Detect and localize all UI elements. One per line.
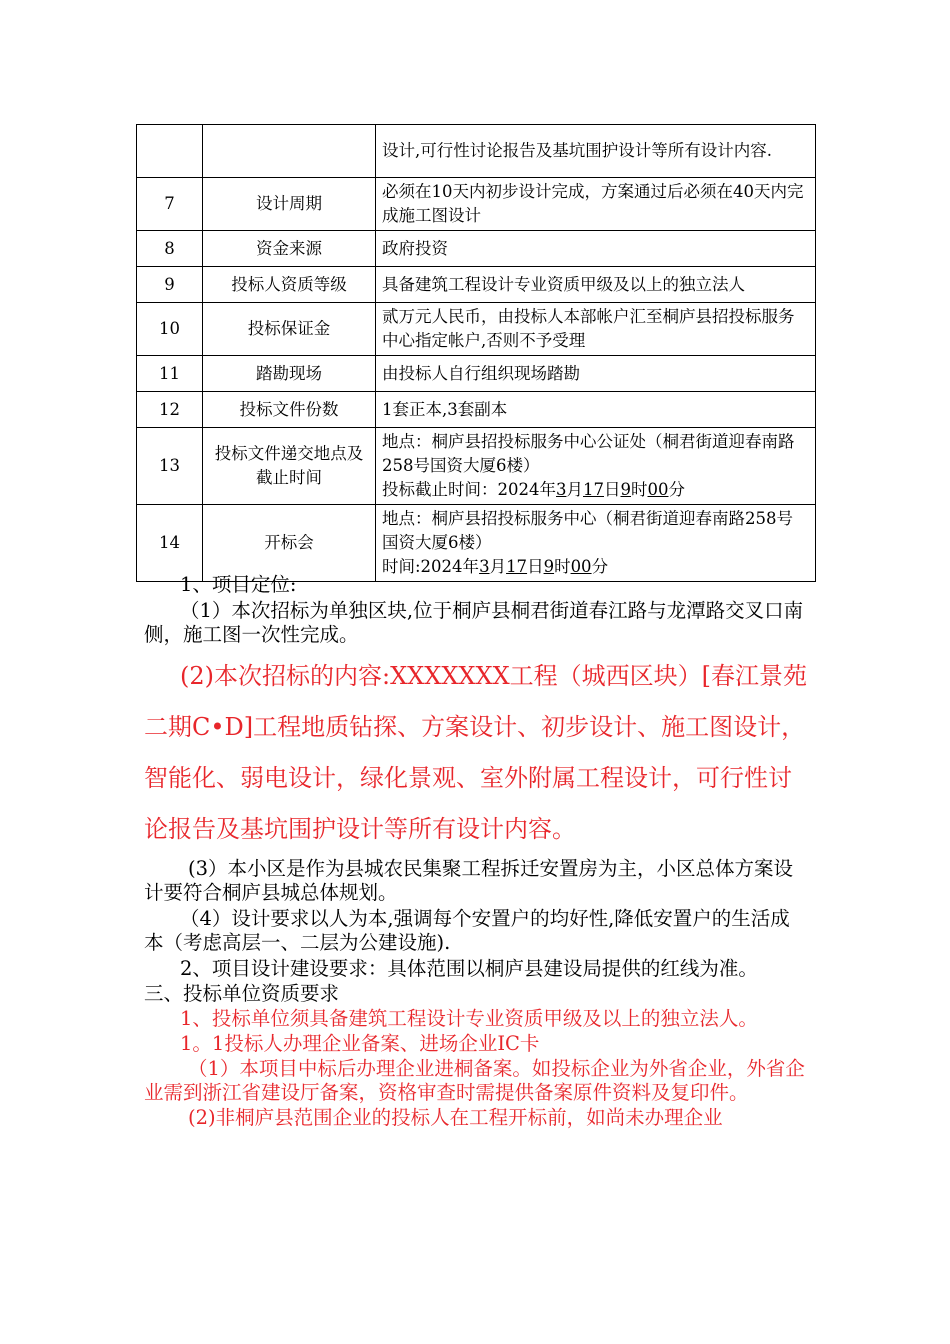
paragraph-registration-2: (2)非桐庐县范围企业的投标人在工程开标前，如尚未办理企业 bbox=[188, 1106, 723, 1129]
deadline-month: 3 bbox=[556, 480, 567, 499]
row-item bbox=[203, 125, 376, 178]
body-text bbox=[144, 573, 808, 1130]
row-number: 14 bbox=[137, 505, 203, 582]
row-item: 投标文件递交地点及截止时间 bbox=[203, 428, 376, 505]
paragraph-design-requirements: （4）设计要求以人为本,强调每个安置户的均好性,降低安置户的生活成本（考虑高层一、二层为公建设施). bbox=[144, 907, 790, 954]
row-content bbox=[376, 505, 816, 582]
deadline-minute: 00 bbox=[647, 480, 669, 499]
section-heading-positioning: 1、项目定位: bbox=[180, 573, 297, 596]
opening-day: 17 bbox=[506, 557, 528, 576]
opening-minute: 00 bbox=[570, 557, 592, 576]
row-item: 设计周期 bbox=[203, 178, 376, 231]
submission-location: 地点：桐庐县招投标服务中心公证处（桐君街道迎春南路258号国资大厦6楼） bbox=[382, 432, 795, 475]
deadline-hour-unit: 时 bbox=[631, 480, 648, 499]
submission-deadline bbox=[382, 478, 809, 502]
paragraph-qualification: 1、投标单位须具备建筑工程设计专业资质甲级及以上的独立法人。 bbox=[180, 1007, 758, 1030]
opening-day-unit: 日 bbox=[527, 557, 544, 576]
paragraph-registration-heading: 1。1投标人办理企业备案、进场企业IC卡 bbox=[180, 1032, 540, 1055]
row-item: 开标会 bbox=[203, 505, 376, 582]
paragraph-location: （1）本次招标为单独区块,位于桐庐县桐君街道春江路与龙潭路交叉口南侧，施工图一次性完成。 bbox=[144, 599, 804, 646]
opening-time-prefix: 时间:2024年 bbox=[382, 557, 480, 576]
row-item: 投标文件份数 bbox=[203, 392, 376, 428]
deadline-minute-unit: 分 bbox=[668, 480, 685, 499]
row-number: 13 bbox=[137, 428, 203, 505]
table-row bbox=[137, 392, 816, 428]
table-row bbox=[137, 125, 816, 178]
table-row bbox=[137, 356, 816, 392]
row-number: 11 bbox=[137, 356, 203, 392]
row-number: 7 bbox=[137, 178, 203, 231]
table-row bbox=[137, 231, 816, 267]
row-content: 1套正本,3套副本 bbox=[376, 392, 816, 428]
row-item: 踏勘现场 bbox=[203, 356, 376, 392]
row-number: 12 bbox=[137, 392, 203, 428]
deadline-prefix: 投标截止时间：2024年 bbox=[382, 480, 556, 499]
table-row bbox=[137, 303, 816, 356]
row-number: 10 bbox=[137, 303, 203, 356]
row-number: 9 bbox=[137, 267, 203, 303]
row-content bbox=[376, 428, 816, 505]
row-item: 资金来源 bbox=[203, 231, 376, 267]
row-item: 投标人资质等级 bbox=[203, 267, 376, 303]
row-content: 设计,可行性讨论报告及基坑围护设计等所有设计内容. bbox=[376, 125, 816, 178]
table-row bbox=[137, 428, 816, 505]
deadline-day: 17 bbox=[583, 480, 604, 499]
row-number: 8 bbox=[137, 231, 203, 267]
row-item: 投标保证金 bbox=[203, 303, 376, 356]
opening-minute-unit: 分 bbox=[591, 557, 609, 576]
deadline-hour: 9 bbox=[620, 480, 631, 499]
row-content: 政府投资 bbox=[376, 231, 816, 267]
row-content: 必须在10天内初步设计完成，方案通过后必须在40天内完成施工图设计 bbox=[376, 178, 816, 231]
row-number bbox=[137, 125, 203, 178]
table-row bbox=[137, 178, 816, 231]
table-row bbox=[137, 505, 816, 582]
paragraph-registration-1: （1）本项目中标后办理企业进桐备案。如投标企业为外省企业，外省企业需到浙江省建设厅备案，资格审查时需提供备案原件资料及复印件。 bbox=[144, 1057, 805, 1104]
opening-hour-unit: 时 bbox=[554, 557, 571, 576]
deadline-month-unit: 月 bbox=[566, 480, 583, 499]
opening-month: 3 bbox=[479, 557, 490, 576]
bid-info-table bbox=[136, 124, 816, 582]
opening-location: 地点：桐庐县招投标服务中心（桐君街道迎春南路258号国资大厦6楼） bbox=[382, 509, 793, 552]
table-row bbox=[137, 267, 816, 303]
deadline-day-unit: 日 bbox=[604, 480, 621, 499]
paragraph-construction-requirements: 2、项目设计建设要求：具体范围以桐庐县建设局提供的红线为准。 bbox=[180, 957, 758, 980]
row-content: 具备建筑工程设计专业资质甲级及以上的独立法人 bbox=[376, 267, 816, 303]
paragraph-resettlement: (3）本小区是作为县城农民集聚工程拆迁安置房为主，小区总体方案设计要符合桐庐县城总体规划。 bbox=[144, 857, 794, 904]
row-content: 贰万元人民币，由投标人本部帐户汇至桐庐县招投标服务中心指定帐户,否则不予受理 bbox=[376, 303, 816, 356]
row-content: 由投标人自行组织现场踏勘 bbox=[376, 356, 816, 392]
opening-month-unit: 月 bbox=[489, 557, 507, 576]
section-heading-qualification: 三、投标单位资质要求 bbox=[144, 982, 340, 1005]
paragraph-scope-highlight: (2)本次招标的内容:XXXXXXX工程（城西区块）[春江景苑二期C•D]工程地质钻探、方案设计、初步设计、施工图设计，智能化、弱电设计，绿化景观、室外附属工程设计，可行性讨论报告及基坑围护设计等所有设计内容。 bbox=[144, 662, 808, 843]
opening-hour: 9 bbox=[543, 557, 555, 576]
